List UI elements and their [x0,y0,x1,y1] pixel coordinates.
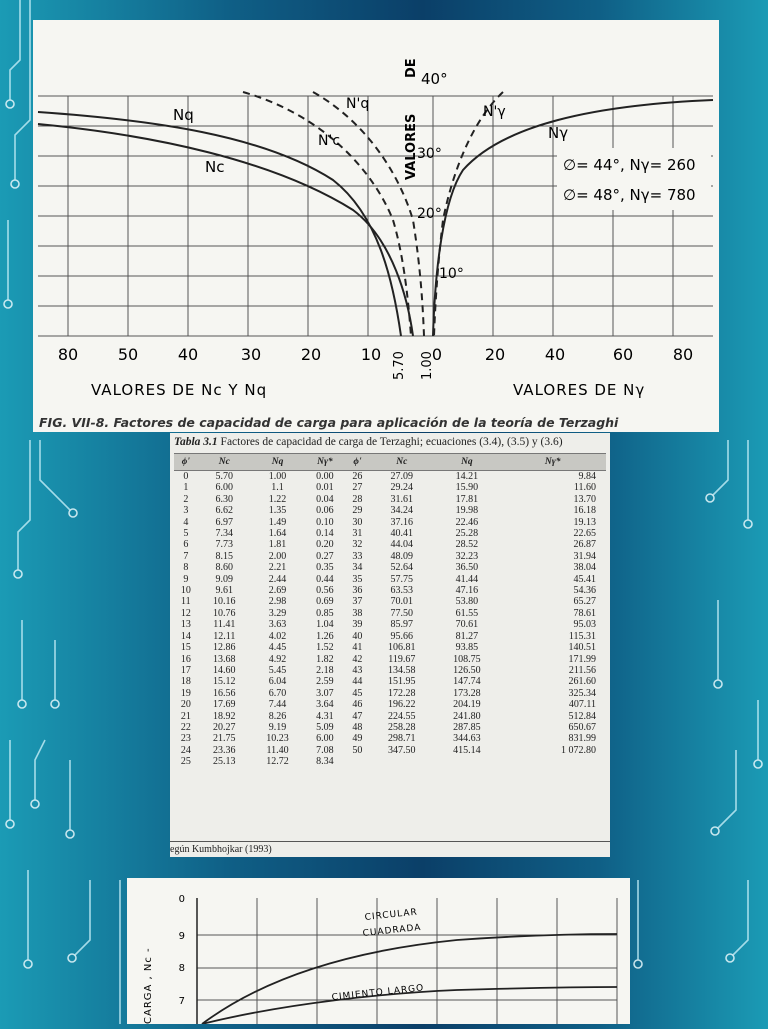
table-cell: 28 [352,493,363,505]
table-cell: 49 [352,733,363,745]
table-cell: 70.61 [455,619,479,631]
table-cell: 6.62 [215,505,234,517]
table-cell: 7.34 [215,528,234,540]
table-cell: 7.08 [316,744,334,756]
table-cell: 23 [180,733,191,745]
table-cell: 147.74 [453,676,481,688]
table-cell: 224.55 [388,710,416,722]
table-cell: 108.75 [453,653,481,665]
table-cell: 78.61 [573,607,596,619]
table-cell: 32 [352,539,363,551]
table-cell: 14 [180,630,191,642]
label-cimiento-largo: CIMIENTO LARGO [331,983,425,1003]
table-cell: 5.70 [215,471,234,482]
table-cell: 1.04 [316,619,334,631]
table-header-cell: Nc [198,454,251,471]
table-cell: 650.67 [568,721,596,733]
table-cell: 9.84 [578,471,596,482]
table-cell: 16.18 [573,505,596,517]
table-cell: 0.44 [316,573,334,585]
table-cell: 36 [352,585,363,597]
table-header-cell: Nc [369,454,434,471]
label-circular: CIRCULAR [364,907,419,923]
table-cell: 0.56 [316,585,334,597]
curve-nq [38,112,401,336]
table-row [174,574,606,585]
table-cell: 95.03 [573,619,596,631]
table-title-text: Factores de capacidad de carga de Terzaghi; ecuaciones (3.4), (3.5) y (3.6) [220,436,563,448]
table-cell: 18.92 [213,710,236,722]
table-cell: 241.80 [453,710,481,722]
table-cell: 95.66 [390,630,414,642]
table-cell [434,756,499,767]
table-cell: 0.00 [316,471,334,482]
table-row [174,528,606,539]
legend-line-2: ∅= 48°, Nγ= 780 [563,186,696,204]
table-cell: 19.98 [455,505,479,517]
table-cell: 4.92 [268,653,287,665]
table-cell: 115.31 [568,630,596,642]
terzaghi-chart-figure [33,20,719,432]
svg-text:10: 10 [360,345,382,364]
table-cell [499,756,606,767]
table-row [174,505,606,516]
table-cell: 12.11 [213,630,236,642]
table-cell: 23.36 [213,744,236,756]
table-title [174,436,563,448]
table-cell: 0.27 [316,550,334,562]
table-cell: 52.64 [390,562,414,574]
table-cell: 1.81 [268,539,287,551]
svg-text:80: 80 [672,345,694,364]
table-header-cell: Nq [434,454,499,471]
table-cell: 20 [180,699,191,711]
table-cell: 5.45 [268,664,287,676]
table-cell: 1.64 [268,528,287,540]
table-row [174,551,606,562]
table-cell: 16 [180,653,191,665]
table-cell: 65.27 [573,596,596,608]
table-cell: 512.84 [568,710,596,722]
table-cell: 93.85 [455,642,479,654]
bearing-capacity-table [174,453,606,768]
table-cell: 18 [180,676,191,688]
table-cell: 13.68 [213,653,236,665]
table-cell: 70.01 [390,596,414,608]
table-cell: 298.71 [388,733,416,745]
table-cell: 0.20 [316,539,334,551]
label-ngamma: Nγ [548,124,569,142]
table-row [174,608,606,619]
table-cell: 32.23 [455,550,479,562]
table-cell: 407.11 [568,699,596,711]
table-cell: 0.10 [316,516,334,528]
label-nq-prime: N'q [346,96,370,112]
table-cell: 8.26 [268,710,287,722]
table-row [174,517,606,528]
table-cell: 2 [183,493,189,505]
table-cell: 19.13 [573,516,596,528]
table-header-cell: ϕ' [174,454,198,471]
axis-word-valores: VALORES [404,113,419,180]
table-cell: 1 072.80 [561,744,596,756]
table-cell: 85.97 [390,619,414,631]
table-cell: 6.30 [215,493,234,505]
svg-text:40: 40 [177,345,199,364]
table-cell: 40 [352,630,363,642]
table-cell: 2.44 [268,573,287,585]
shape-factor-chart-figure [127,878,630,1024]
table-cell: 7.44 [268,699,287,711]
table-cell: 81.27 [455,630,479,642]
table-cell: 2.00 [268,550,287,562]
table-cell: 3.29 [268,607,287,619]
table-cell: 6.00 [316,733,334,745]
table-row [174,642,606,653]
svg-text:20: 20 [484,345,506,364]
table-cell: 1.00 [268,471,287,482]
table-cell: 2.69 [268,585,287,597]
axis-label-right: VALORES DE Nγ [513,381,646,399]
table-cell: 5 [183,528,189,540]
terzaghi-chart-svg [33,20,719,432]
table-cell: 37.16 [390,516,414,528]
table-cell: 9.61 [215,585,234,597]
table-cell: 1.49 [268,516,287,528]
table-cell: 39 [352,619,363,631]
label-30-degrees: 30° [417,146,442,162]
label-40-degrees: 40° [421,70,448,88]
table-cell: 134.58 [388,664,416,676]
terzaghi-table-panel [170,433,610,857]
table-cell: 261.60 [568,676,596,688]
table-header-cell: Nγ* [499,454,606,471]
table-cell: 44 [352,676,363,688]
axis-word-de: DE [404,58,419,78]
table-cell: 12.72 [266,756,289,768]
svg-text:0: 0 [431,345,443,364]
svg-text:7: 7 [178,996,185,1007]
table-cell: 1.26 [316,630,334,642]
table-cell: 27.09 [390,471,414,482]
table-cell: 6.97 [215,516,234,528]
label-10-degrees: 10° [439,266,464,282]
table-cell: 29 [352,505,363,517]
table-cell: 106.81 [388,642,416,654]
table-cell: 9.19 [268,721,287,733]
table-cell: 5.09 [316,721,334,733]
table-cell: 287.85 [453,721,481,733]
table-row [174,494,606,505]
table-cell: 10.23 [266,733,289,745]
table-row [174,654,606,665]
figure-caption: FIG. VII-8. Factores de capacidad de carga para aplicación de la teoría de Terzaghi [39,415,619,430]
table-cell: 4.45 [268,642,287,654]
table-cell: 171.99 [568,653,596,665]
table-cell: 26.87 [573,539,596,551]
table-cell: 16.56 [213,687,236,699]
table-row [174,562,606,573]
table-cell: 6 [183,539,189,551]
table-cell [346,756,370,767]
table-cell: 57.75 [390,573,414,585]
table-cell: 34.24 [390,505,414,517]
table-cell: 0.14 [316,528,334,540]
table-cell: 22 [180,721,191,733]
table-cell: 4 [183,516,189,528]
table-cell: 3 [183,505,189,517]
table-cell: 12.86 [213,642,236,654]
table-cell: 48.09 [390,550,414,562]
table-header-cell: ϕ' [346,454,370,471]
label-20-degrees: 20° [417,206,442,222]
table-cell: 2.59 [316,676,334,688]
table-cell: 47.16 [455,585,479,597]
table-cell: 204.19 [453,699,481,711]
table-cell: 42 [352,653,363,665]
table-cell: 41.44 [455,573,479,585]
table-title-number: Tabla 3.1 [174,436,218,448]
table-cell: 7.73 [215,539,234,551]
bottom-y-ticks [179,894,185,1007]
table-row [174,482,606,493]
table-cell: 196.22 [388,699,416,711]
table-cell: 8.15 [215,550,234,562]
table-cell: 8.60 [215,562,234,574]
x-ticks [58,345,693,364]
table-cell: 15.12 [213,676,236,688]
table-cell: 1.22 [268,493,287,505]
table-cell: 831.99 [568,733,596,745]
table-cell: 12 [180,607,191,619]
table-cell: 46 [352,699,363,711]
table-cell: 25 [180,756,191,768]
label-cuadrada: CUADRADA [362,922,422,939]
table-cell: 211.56 [568,664,596,676]
table-cell: 36.50 [455,562,479,574]
table-cell: 24 [180,744,191,756]
table-cell: 10.16 [213,596,236,608]
table-cell: 63.53 [390,585,414,597]
table-cell: 53.80 [455,596,479,608]
table-cell: 47 [352,710,363,722]
table-cell: 10 [180,585,191,597]
table-cell: 0.04 [316,493,334,505]
table-cell: 31.61 [390,493,414,505]
table-cell: 1 [183,482,189,494]
table-cell: 347.50 [388,744,416,756]
table-cell: 61.55 [455,607,479,619]
table-cell: 10.76 [213,607,236,619]
table-cell: 119.67 [388,653,416,665]
table-cell: 54.36 [573,585,596,597]
table-cell: 22.65 [573,528,596,540]
table-cell: 11.41 [213,619,236,631]
table-cell: 0.35 [316,562,334,574]
table-cell: 13.70 [573,493,596,505]
table-cell: 258.28 [388,721,416,733]
table-cell: 9 [183,573,189,585]
table-row [174,665,606,676]
table-cell: 31.94 [573,550,596,562]
table-cell: 3.64 [316,699,334,711]
table-cell: 35 [352,573,363,585]
table-cell: 25.13 [213,756,236,768]
table-cell: 172.28 [388,687,416,699]
table-cell: 40.41 [390,528,414,540]
table-cell: 2.21 [268,562,287,574]
table-cell: 2.18 [316,664,334,676]
table-cell: 48 [352,721,363,733]
table-cell: 1.52 [316,642,334,654]
table-row [174,471,606,483]
table-row [174,722,606,733]
label-nc-prime: N'c [318,133,341,149]
table-cell: 15 [180,642,191,654]
table-cell: 0.06 [316,505,334,517]
svg-text:20: 20 [300,345,322,364]
table-cell: 3.63 [268,619,287,631]
table-row [174,631,606,642]
svg-text:8: 8 [178,963,185,974]
center-tick-5-70: 5.70 [392,351,407,380]
bottom-y-label: CARGA , Nc - [143,947,154,1024]
table-cell: 8 [183,562,189,574]
table-cell: 34 [352,562,363,574]
table-cell: 2.98 [268,596,287,608]
table-cell: 415.14 [453,744,481,756]
table-row [174,539,606,550]
table-cell: 20.27 [213,721,236,733]
table-cell: 43 [352,664,363,676]
table-cell: 6.04 [268,676,287,688]
table-cell: 22.46 [455,516,479,528]
table-cell: 45 [352,687,363,699]
table-cell: 26 [352,471,363,482]
table-cell: 6.00 [215,482,234,494]
table-row [174,699,606,710]
table-cell: 37 [352,596,363,608]
table-row [174,756,606,767]
table-row [174,596,606,607]
svg-text:0: 0 [178,894,185,905]
center-tick-1-00: 1.00 [420,351,435,380]
svg-text:60: 60 [612,345,634,364]
table-row [174,585,606,596]
table-cell: 14.60 [213,664,236,676]
table-cell: 33 [352,550,363,562]
table-cell: 9.09 [215,573,234,585]
svg-text:40: 40 [544,345,566,364]
table-cell: 4.02 [268,630,287,642]
table-cell: 8.34 [316,756,334,768]
table-cell: 344.63 [453,733,481,745]
table-cell: 41 [352,642,363,654]
svg-text:50: 50 [117,345,139,364]
table-row [174,676,606,687]
table-cell: 126.50 [453,664,481,676]
label-ngamma-prime: N'γ [483,104,506,120]
table-cell: 77.50 [390,607,414,619]
svg-text:80: 80 [57,345,79,364]
table-cell: 21 [180,710,191,722]
svg-text:9: 9 [178,931,185,942]
label-nq: Nq [173,106,194,124]
table-cell: 1.1 [271,482,284,494]
table-row [174,619,606,630]
table-cell: 1.35 [268,505,287,517]
table-cell: 173.28 [453,687,481,699]
svg-text:30: 30 [240,345,262,364]
table-cell: 44.04 [390,539,414,551]
table-header-cell: Nγ* [304,454,345,471]
table-cell: 6.70 [268,687,287,699]
table-cell: 38 [352,607,363,619]
table-cell: 14.21 [455,471,479,482]
table-cell: 11.40 [266,744,289,756]
table-cell: 28.52 [455,539,479,551]
table-cell: 31 [352,528,363,540]
table-cell: 19 [180,687,191,699]
table-cell: 17.81 [455,493,479,505]
table-header-row [174,454,606,471]
table-cell: 0.85 [316,607,334,619]
table-cell: 0.69 [316,596,334,608]
table-cell: 30 [352,516,363,528]
table-cell: 3.07 [316,687,334,699]
axis-label-left: VALORES DE Nc Y Nq [91,381,268,399]
curve-ngamma [433,100,713,336]
table-cell: 17.69 [213,699,236,711]
table-cell: 38.04 [573,562,596,574]
table-cell: 140.51 [568,642,596,654]
table-cell: 27 [352,482,363,494]
table-cell: 21.75 [213,733,236,745]
legend-line-1: ∅= 44°, Nγ= 260 [563,156,696,174]
table-cell: 50 [352,744,363,756]
table-cell: 1.82 [316,653,334,665]
table-cell: 13 [180,619,191,631]
table-cell: 0 [183,471,189,482]
table-cell: 0.01 [316,482,334,494]
table-row [174,688,606,699]
table-cell: 11 [181,596,191,608]
table-body [174,471,606,768]
table-footnote: egún Kumbhojkar (1993) [170,841,610,855]
table-row [174,711,606,722]
table-cell: 25.28 [455,528,479,540]
table-cell [369,756,434,767]
label-nc: Nc [205,158,225,176]
table-cell: 325.34 [568,687,596,699]
shape-factor-chart-svg [127,878,630,1024]
table-row [174,733,606,744]
table-cell: 45.41 [573,573,596,585]
chart-grid [38,96,713,336]
table-cell: 15.90 [455,482,479,494]
table-cell: 17 [180,664,191,676]
table-cell: 4.31 [316,710,334,722]
table-cell: 29.24 [390,482,414,494]
table-cell: 151.95 [388,676,416,688]
table-header-cell: Nq [251,454,304,471]
table-cell: 11.60 [573,482,596,494]
table-cell: 7 [183,550,189,562]
curve-nq-prime [243,92,411,336]
chart-curves [38,92,713,336]
table-row [174,745,606,756]
